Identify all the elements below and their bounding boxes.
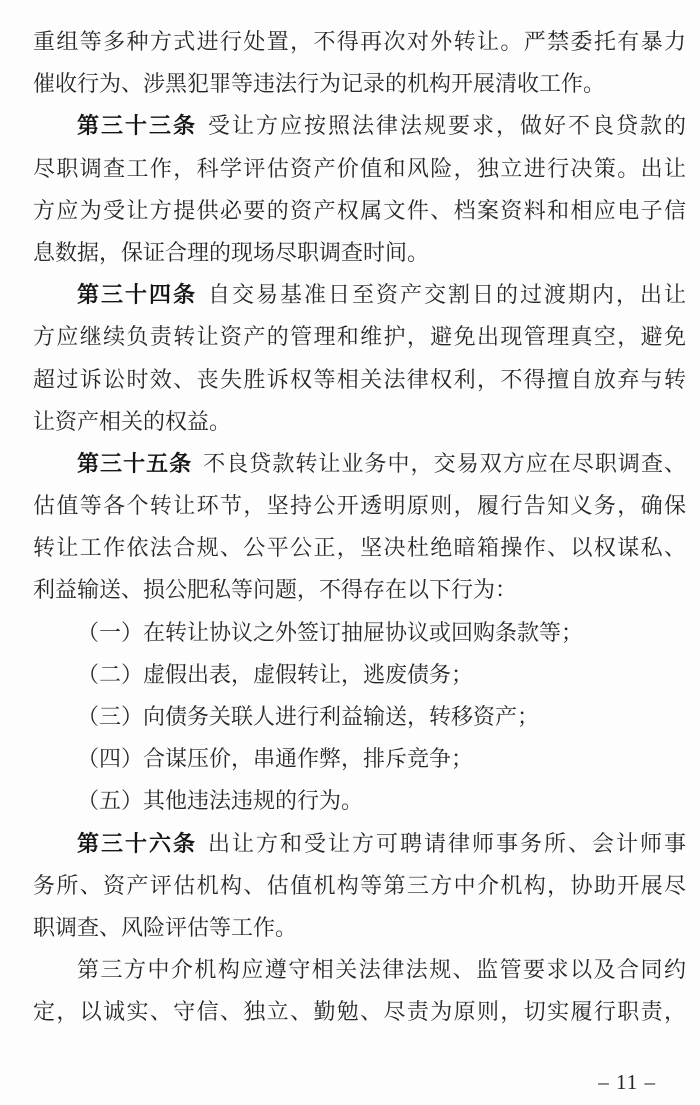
line-text: 定，以诚实、守信、独立、勤勉、尽责为原则，切实履行职责， [33,999,686,1025]
text-line [33,190,686,232]
line-text: 职调查、风险评估等工作。 [33,914,298,940]
text-line-article-35 [33,443,686,485]
line-text: 不良贷款转让业务中，交易双方应在尽职调查、 [203,450,686,476]
text-line [33,316,686,358]
list-item-2 [33,654,686,696]
line-text: 转让工作依法合规、公平公正，坚决杜绝暗箱操作、以权谋私、 [33,535,686,561]
text-line [33,485,686,527]
line-text: （五）其他违法违规的行为。 [77,788,364,814]
article-number: 第三十四条 [77,282,197,308]
line-text: 自交易基准日至资产交割日的过渡期内，出让 [208,282,686,308]
text-line [33,63,686,105]
text-line-article-36 [33,823,686,865]
line-text: 尽职调查工作，科学评估资产价值和风险，独立进行决策。出让 [33,155,686,181]
list-item-5 [33,780,686,822]
list-item-3 [33,696,686,738]
line-text: 方应继续负责转让资产的管理和维护，避免出现管理真空，避免 [33,324,686,350]
text-line-article-33 [33,105,686,147]
line-text: 催收行为、涉黑犯罪等违法行为记录的机构开展清收工作。 [33,71,606,97]
line-text: （三）向债务关联人进行利益输送，转移资产； [77,704,540,729]
line-text: 务所、资产评估机构、估值机构等第三方中介机构，协助开展尽 [33,872,686,898]
text-line-article-34 [33,274,686,316]
article-number: 第三十三条 [77,113,197,139]
article-number: 第三十五条 [77,450,193,476]
text-line [33,907,686,949]
text-line [33,991,686,1033]
list-item-4 [33,738,686,780]
text-line [33,148,686,190]
line-text: （四）合谋压价，串通作弊，排斥竞争； [77,746,474,772]
line-text: 受让方应按照法律法规要求，做好不良贷款的 [208,113,686,139]
line-text: （二）虚假出表，虚假转让，逃废债务； [77,661,474,687]
text-line [33,865,686,907]
line-text: 估值等各个转让环节，坚持公开透明原则，履行告知义务，确保 [33,493,686,519]
text-line [33,232,686,274]
line-text: 让资产相关的权益。 [33,408,232,434]
document-body [33,21,686,1034]
text-line [33,21,686,63]
line-text: 方应为受让方提供必要的资产权属文件、档案资料和相应电子信 [33,197,686,223]
line-text: 息数据，保证合理的现场尽职调查时间。 [33,239,430,265]
line-text: 利益输送、损公肥私等问题，不得存在以下行为： [33,577,518,603]
article-number: 第三十六条 [77,830,197,856]
text-line [33,527,686,569]
text-line [33,569,686,611]
line-text: （一）在转让协议之外签订抽屉协议或回购条款等； [77,619,584,645]
text-line [33,401,686,443]
text-line [33,359,686,401]
page-number: – 11 – [598,1070,656,1094]
line-text: 重组等多种方式进行处置，不得再次对外转让。严禁委托有暴力 [33,29,686,54]
line-text: 超过诉讼时效、丧失胜诉权等相关法律权利，不得擅自放弃与转 [33,366,686,392]
line-text: 第三方中介机构应遵守相关法律法规、监管要求以及合同约 [77,957,686,983]
list-item-1 [33,612,686,654]
text-line [33,949,686,991]
line-text: 出让方和受让方可聘请律师事务所、会计师事 [208,830,686,856]
